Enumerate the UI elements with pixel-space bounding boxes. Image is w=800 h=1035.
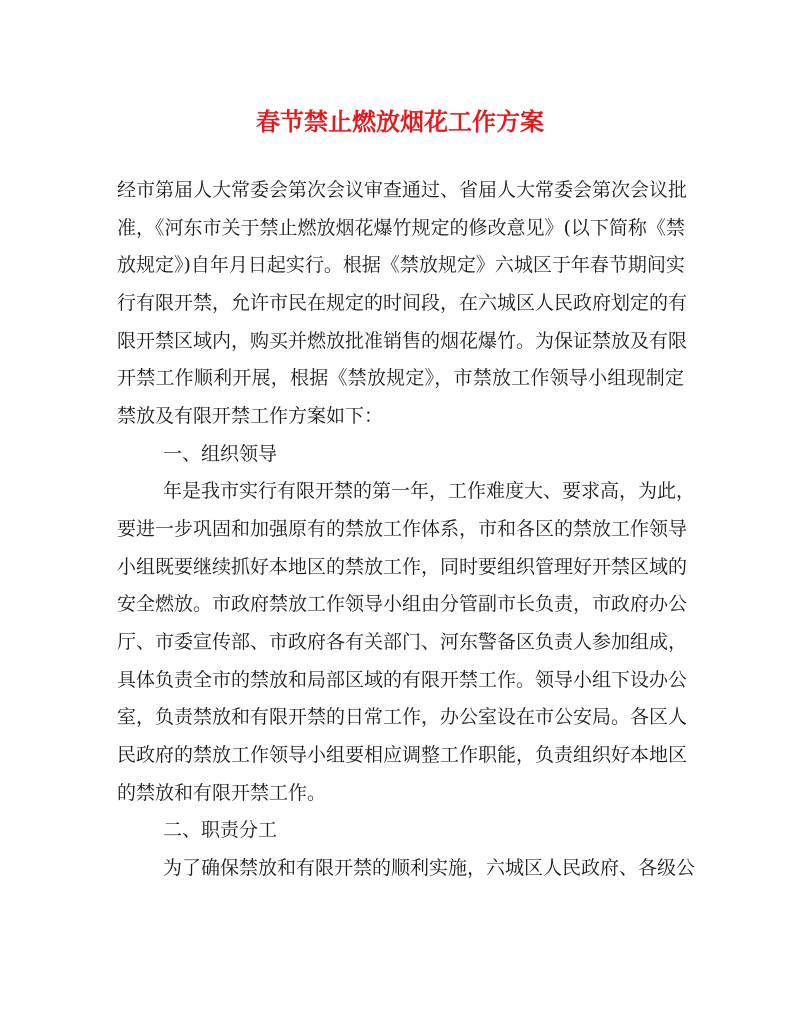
body-line: 的禁放和有限开禁工作。	[117, 782, 327, 804]
body-line: 开禁工作顺利开展，根据《禁放规定》，市禁放工作领导小组现制定	[117, 367, 684, 389]
document-title: 春节禁止燃放烟花工作方案	[256, 107, 544, 136]
body-line: 限开禁区域内，购买并燃放批准销售的烟花爆竹。为保证禁放及有限	[117, 330, 688, 352]
body-line: 为了确保禁放和有限开禁的顺利实施，六城区人民政府、各级公	[163, 857, 696, 879]
body-line: 安全燃放。市政府禁放工作领导小组由分管副市长负责，市政府办公	[117, 593, 688, 615]
body-line: 厅、市委宣传部、市政府各有关部门、河东警备区负责人参加组成，	[117, 631, 688, 653]
body-line: 放规定》)自年月日起实行。根据《禁放规定》六城区于年春节期间实	[117, 254, 685, 276]
body-line: 准，《河东市关于禁止燃放烟花爆竹规定的修改意见》(以下简称《禁	[117, 217, 685, 239]
body-line: 民政府的禁放工作领导小组要相应调整工作职能，负责组织好本地区	[117, 744, 688, 766]
body-line: 具体负责全市的禁放和局部区域的有限开禁工作。领导小组下设办公	[117, 669, 688, 691]
body-line: 经市第届人大常委会第次会议审查通过、省届人大常委会第次会议批	[117, 179, 688, 201]
section-heading: 二、职责分工	[163, 819, 278, 841]
body-line: 年是我市实行有限开禁的第一年，工作难度大、要求高，为此，	[163, 480, 696, 502]
body-line: 行有限开禁，允许市民在规定的时间段，在六城区人民政府划定的有	[117, 292, 688, 314]
body-line: 要进一步巩固和加强原有的禁放工作体系，市和各区的禁放工作领导	[117, 518, 688, 540]
body-line: 室，负责禁放和有限开禁的日常工作，办公室设在市公安局。各区人	[117, 706, 688, 728]
section-heading: 一、组织领导	[163, 443, 278, 465]
body-line: 小组既要继续抓好本地区的禁放工作，同时要组织管理好开禁区域的	[117, 556, 688, 578]
body-line: 禁放及有限开禁工作方案如下：	[117, 405, 384, 427]
